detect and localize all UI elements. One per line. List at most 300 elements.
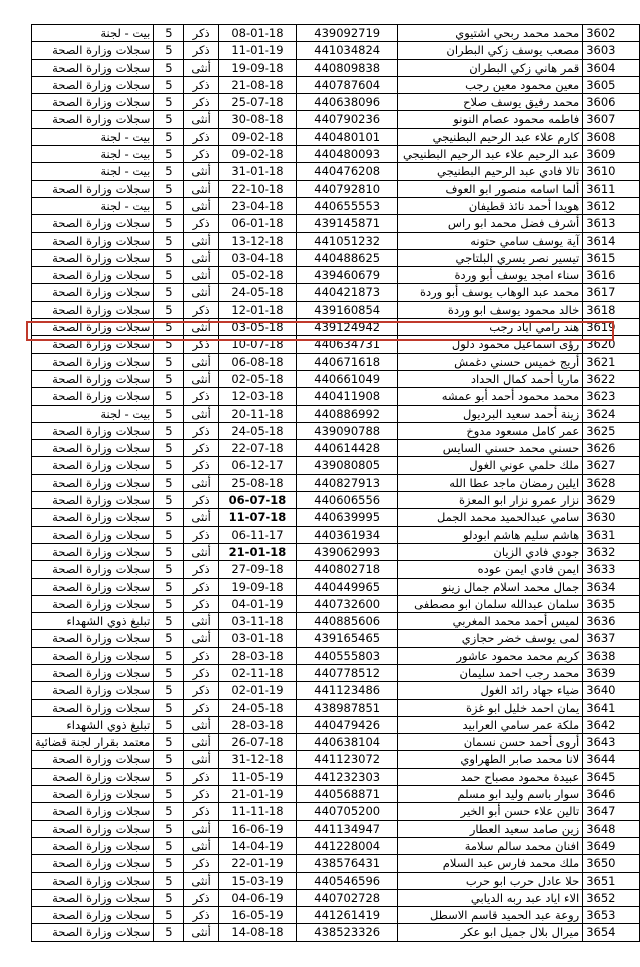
id-number-cell: 438987851 <box>297 699 398 716</box>
sequence-cell: 3629 <box>583 492 640 509</box>
source-cell: سجلات وزارة الصحة <box>32 907 154 924</box>
table-row <box>32 924 640 941</box>
date-cell: 31-01-18 <box>218 163 296 180</box>
date-cell: 16-06-19 <box>218 820 296 837</box>
table-row <box>32 474 640 491</box>
sequence-cell: 3650 <box>583 855 640 872</box>
gender-cell: أنثى <box>184 509 219 526</box>
count-cell: 5 <box>154 803 184 820</box>
date-cell: 09-02-18 <box>218 146 296 163</box>
sequence-cell: 3653 <box>583 907 640 924</box>
source-cell: سجلات وزارة الصحة <box>32 924 154 941</box>
id-number-cell: 440546596 <box>297 872 398 889</box>
sequence-cell: 3628 <box>583 474 640 491</box>
source-cell: سجلات وزارة الصحة <box>32 578 154 595</box>
name-cell: رؤى اسماعيل محمود دلول <box>398 336 583 353</box>
sequence-cell: 3627 <box>583 457 640 474</box>
name-cell: عبد الرحيم علاء عبد الرحيم البطنيجي <box>398 146 583 163</box>
sequence-cell: 3618 <box>583 301 640 318</box>
date-cell: 04-06-19 <box>218 889 296 906</box>
id-number-cell: 440886992 <box>297 405 398 422</box>
source-cell: سجلات وزارة الصحة <box>32 699 154 716</box>
source-cell: سجلات وزارة الصحة <box>32 353 154 370</box>
gender-cell: ذكر <box>184 215 219 232</box>
id-number-cell: 440476208 <box>297 163 398 180</box>
source-cell: بيت - لجنة <box>32 146 154 163</box>
source-cell: سجلات وزارة الصحة <box>32 76 154 93</box>
date-cell: 06-08-18 <box>218 353 296 370</box>
count-cell: 5 <box>154 837 184 854</box>
date-cell: 21-01-19 <box>218 786 296 803</box>
date-cell: 24-05-18 <box>218 422 296 439</box>
name-cell: كريم محمد محمود عاشور <box>398 647 583 664</box>
date-cell: 14-04-19 <box>218 837 296 854</box>
records-table <box>31 24 640 942</box>
id-number-cell: 440661049 <box>297 370 398 387</box>
name-cell: آية يوسف سامي حتونه <box>398 232 583 249</box>
source-cell: تبليغ ذوي الشهداء <box>32 613 154 630</box>
gender-cell: ذكر <box>184 128 219 145</box>
date-cell: 30-08-18 <box>218 111 296 128</box>
count-cell: 5 <box>154 561 184 578</box>
name-cell: الاء اياد عبد ربه الديابي <box>398 889 583 906</box>
table-row <box>32 440 640 457</box>
gender-cell: أنثى <box>184 267 219 284</box>
table-row <box>32 492 640 509</box>
sequence-cell: 3639 <box>583 664 640 681</box>
sequence-cell: 3630 <box>583 509 640 526</box>
gender-cell: ذكر <box>184 786 219 803</box>
table-row <box>32 768 640 785</box>
date-cell: 10-07-18 <box>218 336 296 353</box>
sequence-cell: 3612 <box>583 197 640 214</box>
gender-cell: ذكر <box>184 595 219 612</box>
source-cell: سجلات وزارة الصحة <box>32 630 154 647</box>
sequence-cell: 3622 <box>583 370 640 387</box>
id-number-cell: 440480101 <box>297 128 398 145</box>
date-cell: 25-08-18 <box>218 474 296 491</box>
gender-cell: أنثى <box>184 353 219 370</box>
sequence-cell: 3648 <box>583 820 640 837</box>
gender-cell: أنثى <box>184 716 219 733</box>
table-row <box>32 336 640 353</box>
count-cell: 5 <box>154 630 184 647</box>
table-row <box>32 353 640 370</box>
date-cell: 06-01-18 <box>218 215 296 232</box>
gender-cell: ذكر <box>184 768 219 785</box>
count-cell: 5 <box>154 232 184 249</box>
count-cell: 5 <box>154 284 184 301</box>
gender-cell: أنثى <box>184 734 219 751</box>
date-cell: 12-03-18 <box>218 388 296 405</box>
date-cell: 03-05-18 <box>218 319 296 336</box>
source-cell: سجلات وزارة الصحة <box>32 492 154 509</box>
gender-cell: ذكر <box>184 422 219 439</box>
date-cell: 03-11-18 <box>218 613 296 630</box>
name-cell: لميس أحمد محمد المغربي <box>398 613 583 630</box>
source-cell: سجلات وزارة الصحة <box>32 751 154 768</box>
date-cell: 21-08-18 <box>218 76 296 93</box>
id-number-cell: 439062993 <box>297 543 398 560</box>
id-number-cell: 439160854 <box>297 301 398 318</box>
count-cell: 5 <box>154 94 184 111</box>
count-cell: 5 <box>154 215 184 232</box>
source-cell: بيت - لجنة <box>32 405 154 422</box>
date-cell: 24-05-18 <box>218 284 296 301</box>
source-cell: سجلات وزارة الصحة <box>32 647 154 664</box>
date-cell: 11-05-19 <box>218 768 296 785</box>
name-cell: ملك حلمي عوني الغول <box>398 457 583 474</box>
sequence-cell: 3646 <box>583 786 640 803</box>
count-cell: 5 <box>154 59 184 76</box>
sequence-cell: 3607 <box>583 111 640 128</box>
gender-cell: أنثى <box>184 405 219 422</box>
table-row <box>32 180 640 197</box>
table-row <box>32 786 640 803</box>
count-cell: 5 <box>154 595 184 612</box>
gender-cell: ذكر <box>184 336 219 353</box>
gender-cell: أنثى <box>184 872 219 889</box>
name-cell: ميرال بلال جميل ابو عكر <box>398 924 583 941</box>
count-cell: 5 <box>154 889 184 906</box>
source-cell: سجلات وزارة الصحة <box>32 595 154 612</box>
source-cell: تبليغ ذوي الشهداء <box>32 716 154 733</box>
table-row <box>32 699 640 716</box>
source-cell: سجلات وزارة الصحة <box>32 215 154 232</box>
source-cell: سجلات وزارة الصحة <box>32 509 154 526</box>
name-cell: حلا عادل حرب ابو حرب <box>398 872 583 889</box>
sequence-cell: 3642 <box>583 716 640 733</box>
date-cell: 24-05-18 <box>218 699 296 716</box>
sequence-cell: 3620 <box>583 336 640 353</box>
id-number-cell: 440480093 <box>297 146 398 163</box>
date-cell: 22-07-18 <box>218 440 296 457</box>
name-cell: كارم علاء عبد الرحيم البطنيجي <box>398 128 583 145</box>
name-cell: زين صامد سعيد العطار <box>398 820 583 837</box>
name-cell: هند رامي اياد رجب <box>398 319 583 336</box>
gender-cell: أنثى <box>184 924 219 941</box>
name-cell: لانا محمد صابر الطهراوي <box>398 751 583 768</box>
id-number-cell: 438523326 <box>297 924 398 941</box>
table-row <box>32 370 640 387</box>
gender-cell: ذكر <box>184 76 219 93</box>
count-cell: 5 <box>154 647 184 664</box>
source-cell: سجلات وزارة الصحة <box>32 94 154 111</box>
name-cell: حسني محمد حسني السايس <box>398 440 583 457</box>
source-cell: سجلات وزارة الصحة <box>32 889 154 906</box>
date-cell: 02-05-18 <box>218 370 296 387</box>
sequence-cell: 3640 <box>583 682 640 699</box>
name-cell: ملكة عمر سامي العرابيد <box>398 716 583 733</box>
table-row <box>32 319 640 336</box>
id-number-cell: 441228004 <box>297 837 398 854</box>
date-cell: 08-01-18 <box>218 25 296 42</box>
gender-cell: أنثى <box>184 284 219 301</box>
date-cell: 05-02-18 <box>218 267 296 284</box>
sequence-cell: 3605 <box>583 76 640 93</box>
id-number-cell: 441261419 <box>297 907 398 924</box>
id-number-cell: 439090788 <box>297 422 398 439</box>
id-number-cell: 440802718 <box>297 561 398 578</box>
id-number-cell: 440411908 <box>297 388 398 405</box>
gender-cell: ذكر <box>184 907 219 924</box>
date-cell: 12-01-18 <box>218 301 296 318</box>
sequence-cell: 3621 <box>583 353 640 370</box>
sequence-cell: 3631 <box>583 526 640 543</box>
sequence-cell: 3624 <box>583 405 640 422</box>
source-cell: سجلات وزارة الصحة <box>32 284 154 301</box>
table-row <box>32 128 640 145</box>
table-row <box>32 613 640 630</box>
gender-cell: ذكر <box>184 803 219 820</box>
gender-cell: أنثى <box>184 837 219 854</box>
gender-cell: أنثى <box>184 111 219 128</box>
count-cell: 5 <box>154 786 184 803</box>
name-cell: محمد عبد الوهاب يوسف أبو وردة <box>398 284 583 301</box>
id-number-cell: 440671618 <box>297 353 398 370</box>
date-cell: 11-07-18 <box>218 509 296 526</box>
source-cell: سجلات وزارة الصحة <box>32 664 154 681</box>
gender-cell: ذكر <box>184 457 219 474</box>
name-cell: ملك محمد فارس عبد السلام <box>398 855 583 872</box>
sequence-cell: 3632 <box>583 543 640 560</box>
date-cell: 13-12-18 <box>218 232 296 249</box>
count-cell: 5 <box>154 388 184 405</box>
date-cell: 06-07-18 <box>218 492 296 509</box>
id-number-cell: 440606556 <box>297 492 398 509</box>
id-number-cell: 441134947 <box>297 820 398 837</box>
name-cell: جمال محمد اسلام جمال زينو <box>398 578 583 595</box>
table-row <box>32 543 640 560</box>
date-cell: 20-11-18 <box>218 405 296 422</box>
name-cell: ألما اسامه منصور ابو العوف <box>398 180 583 197</box>
date-cell: 11-01-19 <box>218 42 296 59</box>
date-cell: 09-02-18 <box>218 128 296 145</box>
table-row <box>32 526 640 543</box>
id-number-cell: 440732600 <box>297 595 398 612</box>
source-cell: معتمد بقرار لجنة قضائية <box>32 734 154 751</box>
count-cell: 5 <box>154 924 184 941</box>
gender-cell: ذكر <box>184 42 219 59</box>
name-cell: محمد محمود أحمد أبو عمشه <box>398 388 583 405</box>
count-cell: 5 <box>154 353 184 370</box>
name-cell: سلمان عبدالله سلمان ابو مصطفى <box>398 595 583 612</box>
date-cell: 03-01-18 <box>218 630 296 647</box>
date-cell: 06-11-17 <box>218 526 296 543</box>
count-cell: 5 <box>154 422 184 439</box>
records-table-body <box>32 25 640 942</box>
count-cell: 5 <box>154 163 184 180</box>
sequence-cell: 3623 <box>583 388 640 405</box>
source-cell: سجلات وزارة الصحة <box>32 786 154 803</box>
sequence-cell: 3626 <box>583 440 640 457</box>
table-row <box>32 267 640 284</box>
source-cell: بيت - لجنة <box>32 25 154 42</box>
count-cell: 5 <box>154 457 184 474</box>
id-number-cell: 440787604 <box>297 76 398 93</box>
source-cell: سجلات وزارة الصحة <box>32 59 154 76</box>
count-cell: 5 <box>154 699 184 716</box>
id-number-cell: 441123072 <box>297 751 398 768</box>
gender-cell: ذكر <box>184 440 219 457</box>
gender-cell: ذكر <box>184 146 219 163</box>
sequence-cell: 3606 <box>583 94 640 111</box>
sequence-cell: 3615 <box>583 249 640 266</box>
count-cell: 5 <box>154 907 184 924</box>
source-cell: سجلات وزارة الصحة <box>32 336 154 353</box>
source-cell: سجلات وزارة الصحة <box>32 682 154 699</box>
sequence-cell: 3633 <box>583 561 640 578</box>
name-cell: تالين علاء حسن أبو الخير <box>398 803 583 820</box>
table-row <box>32 561 640 578</box>
source-cell: سجلات وزارة الصحة <box>32 440 154 457</box>
table-row <box>32 25 640 42</box>
sequence-cell: 3638 <box>583 647 640 664</box>
sequence-cell: 3613 <box>583 215 640 232</box>
name-cell: مصعب يوسف زكي البطران <box>398 42 583 59</box>
table-row <box>32 907 640 924</box>
date-cell: 22-10-18 <box>218 180 296 197</box>
gender-cell: أنثى <box>184 820 219 837</box>
name-cell: لمى يوسف خضر حجازي <box>398 630 583 647</box>
id-number-cell: 439080805 <box>297 457 398 474</box>
gender-cell: ذكر <box>184 301 219 318</box>
table-row <box>32 197 640 214</box>
id-number-cell: 441123486 <box>297 682 398 699</box>
id-number-cell: 440638104 <box>297 734 398 751</box>
id-number-cell: 440488625 <box>297 249 398 266</box>
count-cell: 5 <box>154 25 184 42</box>
sequence-cell: 3616 <box>583 267 640 284</box>
source-cell: سجلات وزارة الصحة <box>32 301 154 318</box>
count-cell: 5 <box>154 249 184 266</box>
name-cell: هاشم سليم هاشم ابودلو <box>398 526 583 543</box>
table-row <box>32 388 640 405</box>
sequence-cell: 3614 <box>583 232 640 249</box>
gender-cell: ذكر <box>184 682 219 699</box>
sequence-cell: 3617 <box>583 284 640 301</box>
id-number-cell: 439124942 <box>297 319 398 336</box>
date-cell: 25-07-18 <box>218 94 296 111</box>
date-cell: 21-01-18 <box>218 543 296 560</box>
table-row <box>32 578 640 595</box>
name-cell: محمد محمد ربحي اشتيوي <box>398 25 583 42</box>
id-number-cell: 440885606 <box>297 613 398 630</box>
sequence-cell: 3603 <box>583 42 640 59</box>
id-number-cell: 441051232 <box>297 232 398 249</box>
sequence-cell: 3644 <box>583 751 640 768</box>
name-cell: محمد رفيق يوسف صلاح <box>398 94 583 111</box>
sequence-cell: 3604 <box>583 59 640 76</box>
count-cell: 5 <box>154 319 184 336</box>
count-cell: 5 <box>154 336 184 353</box>
source-cell: سجلات وزارة الصحة <box>32 768 154 785</box>
date-cell: 31-12-18 <box>218 751 296 768</box>
id-number-cell: 440555803 <box>297 647 398 664</box>
gender-cell: أنثى <box>184 543 219 560</box>
id-number-cell: 440792810 <box>297 180 398 197</box>
name-cell: أشرف فضل محمد ابو راس <box>398 215 583 232</box>
gender-cell: أنثى <box>184 630 219 647</box>
gender-cell: أنثى <box>184 474 219 491</box>
id-number-cell: 440702728 <box>297 889 398 906</box>
id-number-cell: 438576431 <box>297 855 398 872</box>
name-cell: خالد محمود يوسف ابو وردة <box>398 301 583 318</box>
source-cell: سجلات وزارة الصحة <box>32 232 154 249</box>
table-row <box>32 94 640 111</box>
date-cell: 04-01-19 <box>218 595 296 612</box>
sequence-cell: 3637 <box>583 630 640 647</box>
source-cell: بيت - لجنة <box>32 163 154 180</box>
source-cell: سجلات وزارة الصحة <box>32 388 154 405</box>
name-cell: هويدا أحمد نائذ قطيفان <box>398 197 583 214</box>
id-number-cell: 440655553 <box>297 197 398 214</box>
sequence-cell: 3611 <box>583 180 640 197</box>
id-number-cell: 440705200 <box>297 803 398 820</box>
gender-cell: أنثى <box>184 59 219 76</box>
count-cell: 5 <box>154 474 184 491</box>
count-cell: 5 <box>154 768 184 785</box>
id-number-cell: 440614428 <box>297 440 398 457</box>
date-cell: 28-03-18 <box>218 647 296 664</box>
table-row <box>32 284 640 301</box>
count-cell: 5 <box>154 820 184 837</box>
name-cell: ماريا أحمد كمال الحداد <box>398 370 583 387</box>
gender-cell: أنثى <box>184 232 219 249</box>
table-row <box>32 837 640 854</box>
count-cell: 5 <box>154 682 184 699</box>
count-cell: 5 <box>154 111 184 128</box>
count-cell: 5 <box>154 146 184 163</box>
name-cell: سناء امجد يوسف أبو وردة <box>398 267 583 284</box>
table-row <box>32 232 640 249</box>
sequence-cell: 3649 <box>583 837 640 854</box>
date-cell: 26-07-18 <box>218 734 296 751</box>
table-row <box>32 509 640 526</box>
name-cell: فاطمه محمود عصام النونو <box>398 111 583 128</box>
count-cell: 5 <box>154 440 184 457</box>
table-row <box>32 301 640 318</box>
table-row <box>32 630 640 647</box>
id-number-cell: 440361934 <box>297 526 398 543</box>
count-cell: 5 <box>154 613 184 630</box>
name-cell: تيسير نصر يسري البلتاجي <box>398 249 583 266</box>
name-cell: عبيدة محمود مصباح حمد <box>398 768 583 785</box>
source-cell: سجلات وزارة الصحة <box>32 561 154 578</box>
date-cell: 22-01-19 <box>218 855 296 872</box>
gender-cell: أنثى <box>184 197 219 214</box>
source-cell: سجلات وزارة الصحة <box>32 526 154 543</box>
gender-cell: ذكر <box>184 889 219 906</box>
sequence-cell: 3643 <box>583 734 640 751</box>
sequence-cell: 3625 <box>583 422 640 439</box>
id-number-cell: 440568871 <box>297 786 398 803</box>
sequence-cell: 3641 <box>583 699 640 716</box>
id-number-cell: 441034824 <box>297 42 398 59</box>
count-cell: 5 <box>154 301 184 318</box>
gender-cell: أنثى <box>184 163 219 180</box>
gender-cell: أنثى <box>184 319 219 336</box>
gender-cell: ذكر <box>184 647 219 664</box>
id-number-cell: 440790236 <box>297 111 398 128</box>
gender-cell: ذكر <box>184 526 219 543</box>
id-number-cell: 440639995 <box>297 509 398 526</box>
count-cell: 5 <box>154 370 184 387</box>
table-row <box>32 855 640 872</box>
table-row <box>32 249 640 266</box>
count-cell: 5 <box>154 267 184 284</box>
name-cell: ضياء جهاد رائد الغول <box>398 682 583 699</box>
